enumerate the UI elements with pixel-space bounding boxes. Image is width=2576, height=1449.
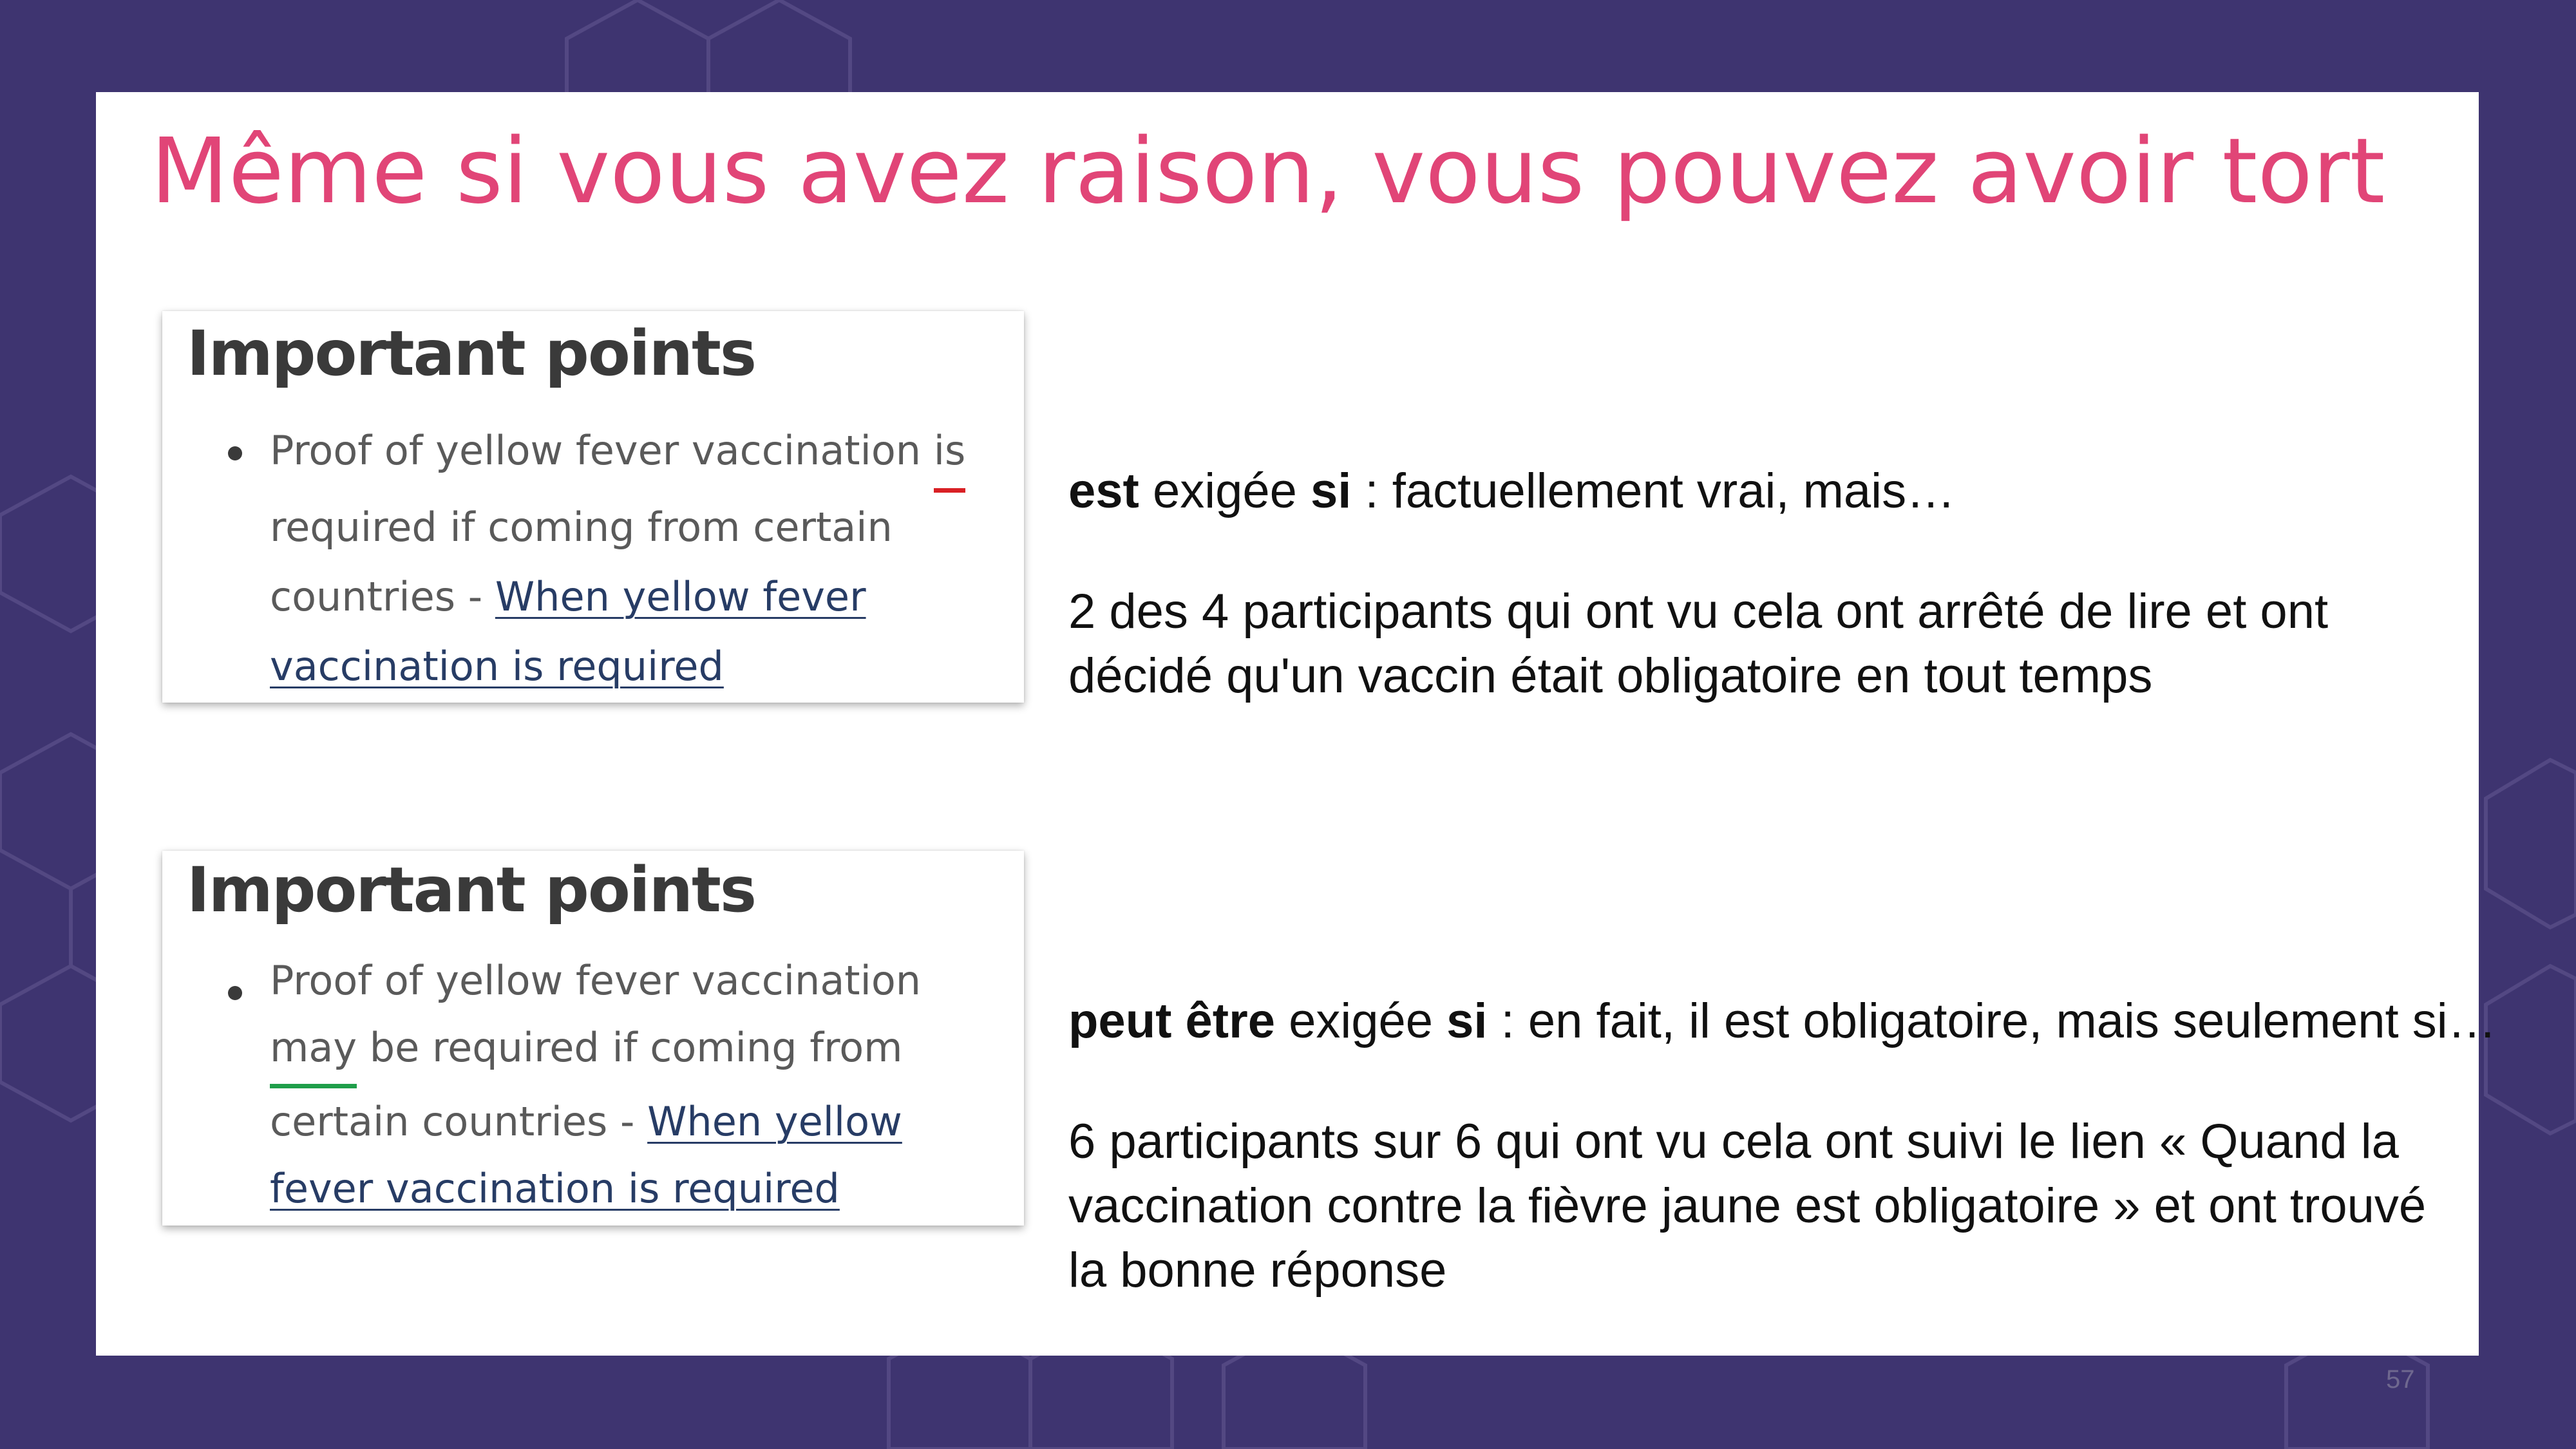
bullet-icon: [228, 986, 242, 1000]
highlight-may: may: [270, 1014, 357, 1088]
screenshot-panel-may: [162, 851, 1024, 1226]
note-line: 6 participants sur 6 qui ont vu cela ont suivi le lien « Quand la: [1068, 1114, 2399, 1169]
note-text: : factuellement vrai, mais…: [1351, 464, 1956, 518]
screenshot-panel-is: [162, 311, 1024, 703]
panel-heading: Important points: [187, 854, 756, 926]
slide-card: [96, 92, 2497, 1356]
slide-title: Même si vous avez raison, vous pouvez avoir tort: [151, 119, 2385, 224]
note-line: vaccination contre la fièvre jaune est obligatoire » et ont trouvé: [1068, 1179, 2427, 1233]
when-yellow-fever-link[interactable]: When yellow fever vaccination is required: [270, 1098, 902, 1212]
note-keyword: si: [1446, 994, 1488, 1048]
note-est-si-heading: [1068, 459, 2459, 524]
bullet-text-start: Proof of yellow fever vaccination: [270, 427, 934, 474]
bullet-icon: [228, 446, 242, 460]
bullet-text-end: be required if coming from certain countries -: [270, 1024, 903, 1145]
note-peut-etre-si-heading: [1068, 989, 2497, 1054]
note-est-si-body: [1068, 580, 2459, 708]
bullet-text: [270, 416, 1010, 701]
page-number: 57: [2386, 1365, 2415, 1394]
when-yellow-fever-link[interactable]: When yellow fever vaccination is required: [270, 573, 866, 690]
note-line: 2 des 4 participants qui ont vu cela ont arrêté de lire et ont: [1068, 584, 2329, 639]
note-line: la bonne réponse: [1068, 1243, 1447, 1298]
bullet-text-start: Proof of yellow fever vaccination: [270, 957, 922, 1004]
note-keyword: est: [1068, 464, 1139, 518]
note-text: : en fait, il est obligatoire, mais seulement si…: [1487, 994, 2497, 1048]
bullet-text-end: required if coming from certain countries -: [270, 504, 893, 620]
note-text: exigée: [1274, 994, 1447, 1048]
note-peut-etre-si-body: [1068, 1110, 2459, 1303]
note-line: décidé qu'un vaccin était obligatoire en tout temps: [1068, 649, 2153, 703]
note-keyword: peut être: [1068, 994, 1275, 1048]
highlight-is: is: [934, 416, 966, 493]
note-keyword: si: [1311, 464, 1352, 518]
note-text: exigée: [1139, 464, 1311, 518]
bullet-text: [270, 947, 1010, 1222]
panel-heading: Important points: [187, 317, 756, 390]
